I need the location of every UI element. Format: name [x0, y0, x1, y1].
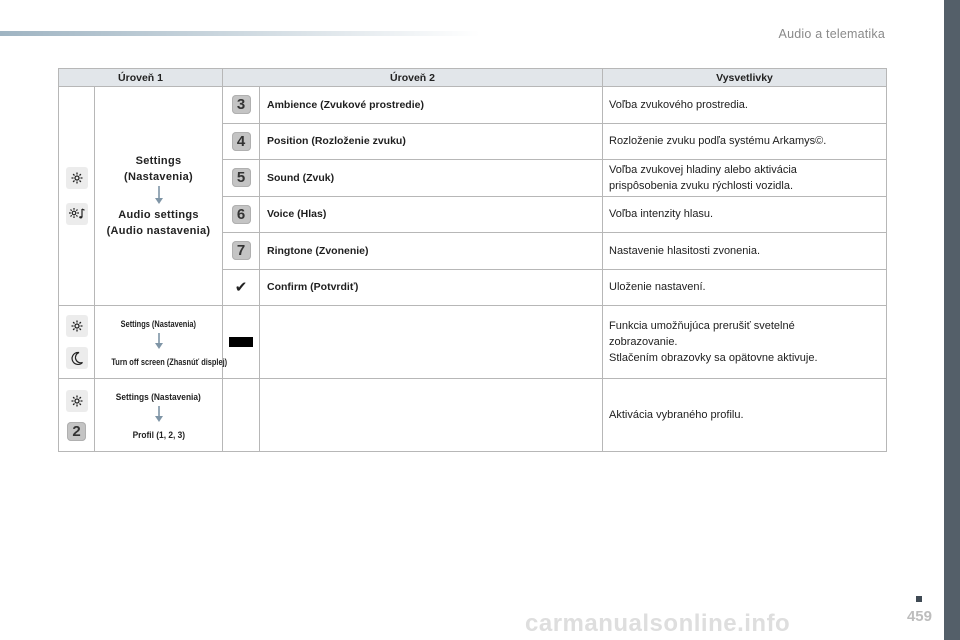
section-title: Audio a telematika: [778, 27, 885, 41]
number-badge: 3: [232, 95, 251, 114]
description: [603, 87, 887, 124]
description: [603, 196, 887, 233]
screen-off-icon-cell: [223, 306, 260, 379]
description: [603, 123, 887, 160]
header-level1: Úroveň 1: [59, 69, 223, 87]
level1-settings-sk: (Nastavenia): [123, 171, 193, 183]
group1-icons: [59, 87, 95, 306]
arrow-down-icon: [95, 406, 222, 424]
badge-cell: [223, 123, 260, 160]
num-empty: [223, 379, 260, 452]
group3-icons: [59, 379, 95, 452]
badge-cell: [223, 160, 260, 197]
description-line: prispôsobenia zvuku rýchlosti vozidla.: [609, 179, 794, 192]
number-badge: 6: [232, 205, 251, 224]
description: [603, 160, 887, 197]
description-line: zobrazovanie.: [609, 336, 678, 348]
description-line: Uloženie nastavení.: [609, 281, 706, 294]
description-line: Rozloženie zvuku podľa systému Arkamys©.: [609, 135, 827, 148]
table-row: [59, 379, 887, 452]
level1-turn-off-screen: Turn off screen (Zhasnúť displej): [111, 357, 228, 368]
settings-table: [58, 68, 887, 452]
description: [603, 379, 887, 452]
gear-icon: [66, 390, 88, 412]
description: [603, 233, 887, 270]
side-strip: [944, 0, 960, 640]
level1-audio-settings-sk: (Audio nastavenia): [106, 225, 211, 237]
level2-label: Ambience (Zvukové prostredie): [260, 87, 603, 124]
group2-level1: [95, 306, 228, 379]
level2-label: Voice (Hlas): [260, 196, 603, 233]
gear-icon: [66, 315, 88, 337]
table-header-row: [59, 69, 887, 87]
level2-label: Ringtone (Zvonenie): [260, 233, 603, 270]
description-line: Voľba intenzity hlasu.: [609, 208, 714, 221]
number-badge: 4: [232, 132, 251, 151]
gear-note-icon: [66, 203, 88, 225]
description-line: Funkcia umožňujúca prerušiť svetelné: [609, 320, 795, 332]
page-marker: [916, 596, 922, 602]
description-line: Aktivácia vybraného profilu.: [609, 409, 744, 421]
badge-cell: [223, 196, 260, 233]
header-explanations: Vysvetlivky: [603, 69, 887, 87]
description-line: Voľba zvukovej hladiny alebo aktivácia: [609, 163, 797, 176]
page-number: 459: [906, 608, 932, 625]
number-badge: 5: [232, 168, 251, 187]
level1-settings: Settings: [135, 155, 182, 167]
header-level2: Úroveň 2: [223, 69, 603, 87]
description-line: Voľba zvukového prostredia.: [609, 98, 748, 111]
number-badge: 2: [67, 422, 86, 441]
arrow-down-icon: [95, 333, 222, 351]
description-line: Nastavenie hlasitosti zvonenia.: [609, 244, 761, 257]
checkmark-icon: ✔: [223, 269, 260, 306]
table-row: [59, 306, 887, 379]
group3-level1: [95, 379, 223, 452]
badge-cell: [223, 87, 260, 124]
arrow-down-icon: [95, 186, 222, 206]
header-accent-bar: [0, 31, 480, 36]
level1-audio-settings: Audio settings: [118, 209, 199, 221]
watermark: carmanualsonline.info: [525, 610, 791, 637]
group1-level1: [95, 87, 223, 306]
moon-icon: [66, 347, 88, 369]
description-line: Stlačením obrazovky sa opätovne aktivuje.: [609, 352, 818, 364]
level2-label: Position (Rozloženie zvuku): [260, 123, 603, 160]
table-row: [59, 87, 887, 124]
level1-settings: Settings (Nastavenia): [115, 392, 202, 403]
level2-label: Sound (Zvuk): [260, 160, 603, 197]
badge-cell: [223, 233, 260, 270]
level2-empty: [260, 306, 603, 379]
level2-empty: [260, 379, 603, 452]
description: [603, 269, 887, 306]
level1-settings: Settings (Nastavenia): [120, 319, 197, 330]
black-screen-icon: [229, 337, 253, 347]
gear-icon: [66, 167, 88, 189]
group2-icons: [59, 306, 95, 379]
number-badge: 7: [232, 241, 251, 260]
description: [603, 306, 887, 379]
level2-label: Confirm (Potvrdiť): [260, 269, 603, 306]
level1-profile: Profil (1, 2, 3): [132, 430, 185, 441]
